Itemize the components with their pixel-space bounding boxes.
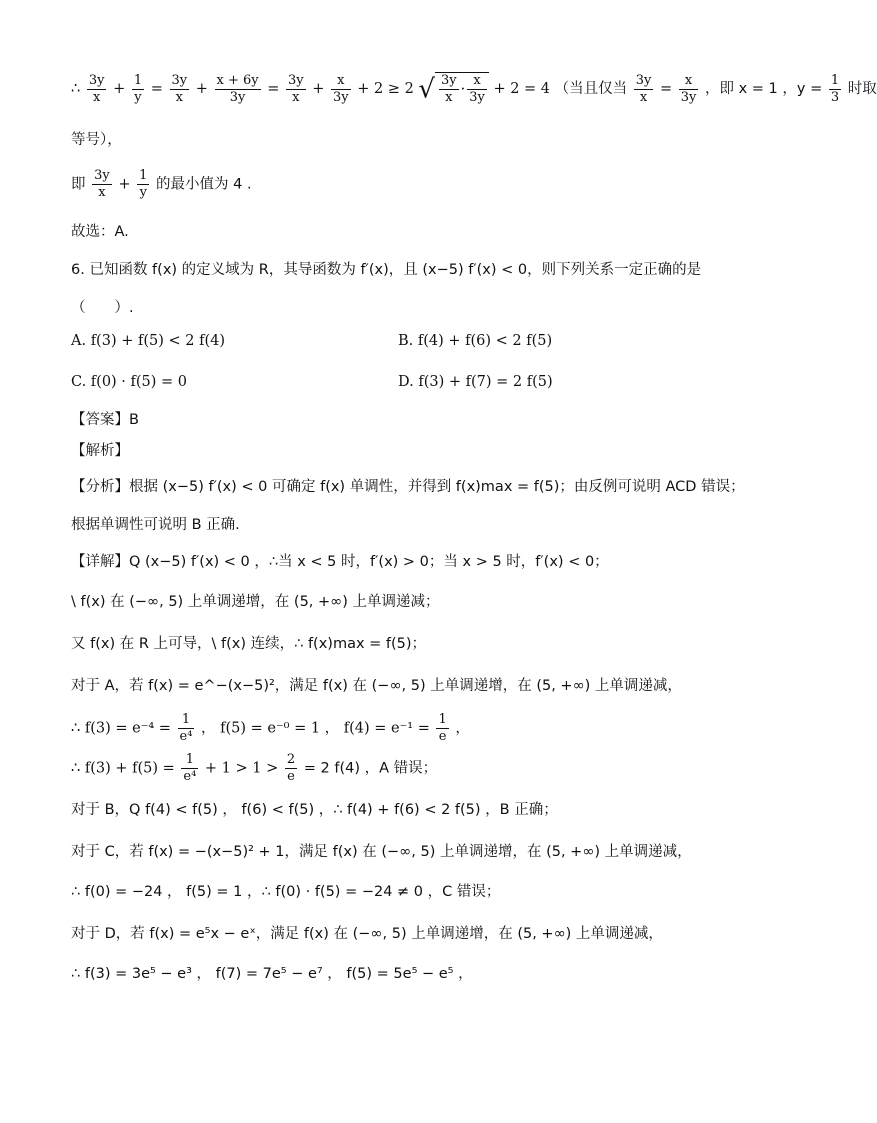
analysis-text-2: 根据单调性可说明 B 正确. [71,517,240,533]
square-root: √ $\frac{3y}{x}$ · $\frac{x}{3y}$ [418,72,488,106]
choice-line: 故选：A. [71,224,129,240]
fraction: $\frac{3y}{x}$ [287,72,304,105]
fraction: $\frac{x + 6y}{3y}$ [216,72,259,105]
equation-line-1: ∴ $\frac{3y}{x}$ + $\frac{1}{y}$ = $\frac{3y}{x}$ + $\frac{x + 6y}{3y}$ = $\frac{3y}{x}$ + $\frac{x}{3y}$ + 2 ≥ 2 √ $\frac{3y}{x}$ · $\frac{x}{3y}$ + 2 = 4 （当且仅当 $\frac{3y}{x}$ = $\frac{x}{3y}$ ，即 x = 1 ，y = $\frac{1}{3}$ 时取 [71,72,877,105]
fraction: $\frac{x}{3y}$ [332,72,349,105]
option-c: C. f(0) · f(5) = 0 [71,374,188,390]
case-d-2: ∴ f(3) = 3e⁵ − e³ ， f(7) = 7e⁵ − e⁷ ， f(5) = 5e⁵ − e⁵ ， [71,966,473,982]
detail-text-2: \ f(x) 在 (−∞, 5) 上单调递增，在 (5, +∞) 上单调递减； [71,594,440,610]
fraction: $\frac{3y}{x}$ [88,72,105,105]
case-a-1: 对于 A，若 f(x) = e^−(x−5)²，满足 f(x) 在 (−∞, 5) 上单调递增，在 (5, +∞) 上单调递减， [71,678,682,694]
text-line: 等号）， [71,132,122,148]
analysis-label: 【解析】 [71,443,129,459]
case-c-2: ∴ f(0) = −24 ， f(5) = 1 ，∴ f(0) · f(5) = −24 ≠ 0 ，C 错误； [71,884,501,900]
analysis-text-1: 【分析】根据 (x−5) f′(x) < 0 可确定 f(x) 单调性，并得到 f(x)max = f(5)；由反例可说明 ACD 错误； [71,479,745,495]
case-a-3: ∴ f(3) + f(5) = $\frac{1}{\text{e⁴}}$ + 1 > 1 > $\frac{2}{e}$ = 2 f(4) ，A 错误； [71,752,438,784]
option-d: D. f(3) + f(7) = 2 f(5) [398,374,553,390]
case-c-1: 对于 C，若 f(x) = −(x−5)² + 1，满足 f(x) 在 (−∞, 5) 上单调递增，在 (5, +∞) 上单调递减， [71,844,692,860]
question-6-stem: 6. 已知函数 f(x) 的定义域为 R，其导函数为 f′(x)，且 (x−5) f′(x) < 0，则下列关系一定正确的是 [71,262,702,278]
fraction: $\frac{1}{y}$ [133,72,143,105]
option-a: A. f(3) + f(5) < 2 f(4) [71,333,225,349]
detail-text-3: 又 f(x) 在 R 上可导，\ f(x) 连续，∴ f(x)max = f(5)； [71,636,427,652]
case-d-1: 对于 D，若 f(x) = e⁵x − eˣ，满足 f(x) 在 (−∞, 5) 上单调递增，在 (5, +∞) 上单调递减， [71,926,663,942]
fraction: $\frac{3y}{x}$ [171,72,188,105]
detail-text-1: 【详解】Q (x−5) f′(x) < 0 ，∴当 x < 5 时，f′(x) > 0；当 x > 5 时，f′(x) < 0； [71,554,609,570]
case-a-2: ∴ f(3) = e⁻⁴ = $\frac{1}{\text{e⁴}}$ ， f(5) = e⁻⁰ = 1 ， f(4) = e⁻¹ = $\frac{1}{e}$ ， [71,712,470,744]
radical-sign-icon: √ [418,74,435,105]
answer-label: 【答案】B [71,412,139,428]
option-b: B. f(4) + f(6) < 2 f(5) [398,333,553,349]
case-b: 对于 B，Q f(4) < f(5) ， f(6) < f(5) ，∴ f(4) + f(6) < 2 f(5) ，B 正确； [71,802,558,818]
therefore-symbol: ∴ [71,81,81,97]
equation-line-3: 即 $\frac{3y}{x}$ + $\frac{1}{y}$ 的最小值为 4 . [71,168,252,200]
question-6-paren: （ ）. [71,300,134,316]
